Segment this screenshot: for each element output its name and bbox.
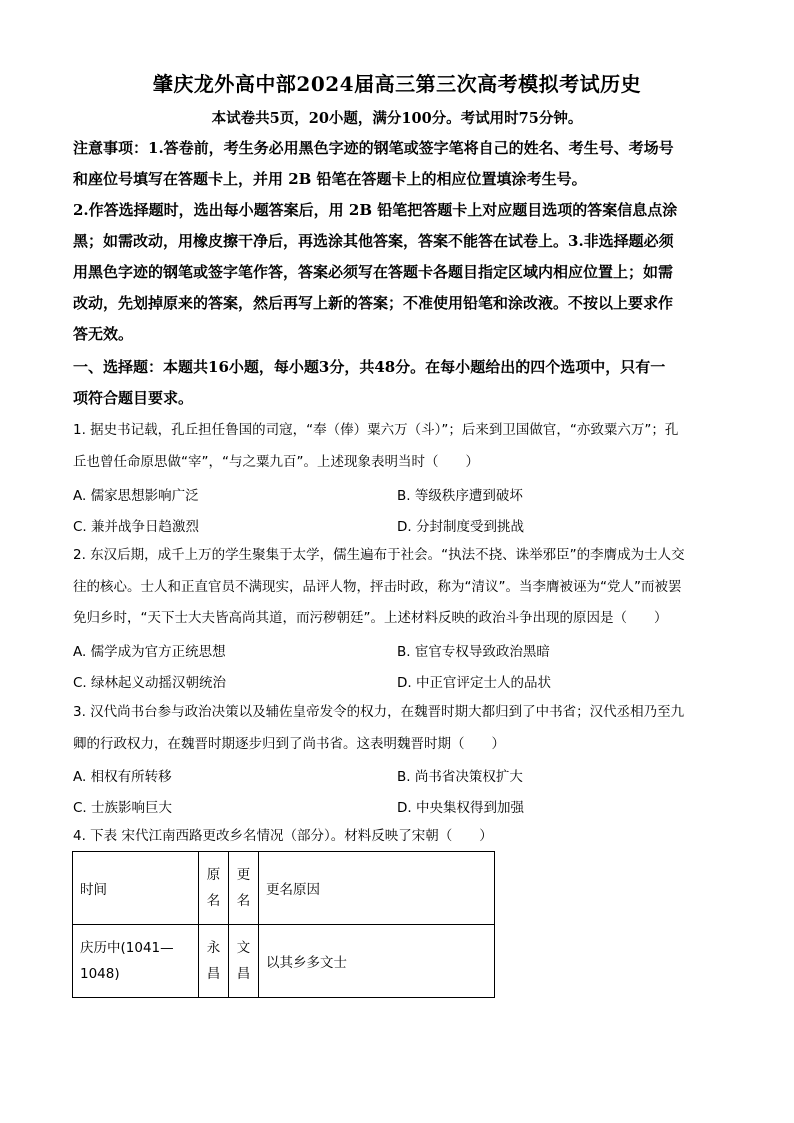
notice-block bbox=[73, 133, 723, 350]
question-line: 1. 据史书记载，孔丘担任鲁国的司寇，“奉（俸）粟六万（斗）”；后来到卫国做官，“亦致粟六万”；孔 bbox=[73, 422, 679, 438]
cell-time-line2: 1048) bbox=[80, 966, 120, 982]
option-b[interactable]: B. 等级秩序遭到破坏 bbox=[397, 488, 523, 504]
page-title: 肇庆龙外高中部2024届高三第三次高考模拟考试历史 bbox=[152, 72, 642, 96]
question-line: 2. 东汉后期，成千上万的学生聚集于太学，儒生遍布于社会。“执法不挠、诛举邪臣”的李膺成为士人交 bbox=[73, 547, 685, 563]
option-c[interactable]: C. 兼并战争日趋激烈 bbox=[73, 519, 200, 535]
option-a[interactable]: A. 儒家思想影响广泛 bbox=[73, 488, 199, 504]
option-b[interactable]: B. 宦官专权导致政治黑暗 bbox=[397, 644, 550, 660]
exam-info: 本试卷共5页，20小题，满分100分。考试用时75分钟。 bbox=[211, 110, 583, 127]
question-line: 卿的行政权力，在魏晋时期逐步归到了尚书省。这表明魏晋时期（ ） bbox=[73, 735, 505, 752]
section-line: 一、选择题：本题共16小题，每小题3分，共48分。在每小题给出的四个选项中，只有一 bbox=[73, 358, 666, 376]
cell-time bbox=[73, 925, 199, 998]
option-a[interactable]: A. 相权有所转移 bbox=[73, 769, 172, 785]
header-time: 时间 bbox=[73, 852, 199, 925]
notice-line: 用黑色字迹的钢笔或签字笔作答，答案必须写在答题卡各题目指定区域内相应位置上；如需 bbox=[73, 263, 674, 281]
option-d[interactable]: D. 中正官评定士人的品状 bbox=[397, 675, 551, 691]
option-a[interactable]: A. 儒学成为官方正统思想 bbox=[73, 644, 226, 660]
question-line: 往的核心。士人和正直官员不满现实，品评人物，抨击时政，称为“清议”。当李膺被诬为“党人”而被罢 bbox=[73, 578, 682, 595]
notice-line: 黑；如需改动，用橡皮擦干净后，再选涂其他答案，答案不能答在试卷上。3.非选择题必须 bbox=[73, 232, 674, 250]
cell-time-line1: 庆历中(1041— bbox=[80, 940, 174, 956]
option-d[interactable]: D. 中央集权得到加强 bbox=[397, 800, 524, 816]
question-2-stem bbox=[73, 540, 723, 635]
header-orig-text: 原 名 bbox=[206, 867, 221, 909]
question-line: 丘也曾任命原思做“宰”，“与之粟九百”。上述现象表明当时（ ） bbox=[73, 453, 479, 470]
cell-reason: 以其乡多文士 bbox=[259, 925, 495, 998]
option-c[interactable]: C. 士族影响巨大 bbox=[73, 800, 173, 816]
option-d[interactable]: D. 分封制度受到挑战 bbox=[397, 519, 524, 535]
question-line: 4. 下表 宋代江南西路更改乡名情况（部分）。材料反映了宋朝（ ） bbox=[73, 828, 493, 844]
question-line: 免归乡时，“天下士大夫皆高尚其道，而污秽朝廷”。上述材料反映的政治斗争出现的原因是（ ） bbox=[73, 610, 668, 626]
section-line: 项符合题目要求。 bbox=[73, 389, 194, 407]
table-header-row bbox=[73, 852, 495, 925]
header-new bbox=[229, 852, 259, 925]
header-new-text: 更 名 bbox=[236, 867, 251, 909]
header-orig bbox=[199, 852, 229, 925]
cell-orig bbox=[199, 925, 229, 998]
option-b[interactable]: B. 尚书省决策权扩大 bbox=[397, 769, 523, 785]
question-3-stem bbox=[73, 697, 723, 760]
question-4-stem bbox=[73, 821, 723, 853]
option-c[interactable]: C. 绿林起义动摇汉朝统治 bbox=[73, 675, 227, 691]
notice-line: 和座位号填写在答题卡上，并用 2B 铅笔在答题卡上的相应位置填涂考生号。 bbox=[73, 170, 587, 188]
rename-table bbox=[72, 851, 495, 998]
notice-line: 改动，先划掉原来的答案，然后再写上新的答案；不准使用铅笔和涂改液。不按以上要求作 bbox=[73, 294, 674, 312]
section-heading bbox=[73, 352, 723, 414]
cell-orig-text: 永 昌 bbox=[206, 940, 221, 982]
cell-new bbox=[229, 925, 259, 998]
notice-line: 答无效。 bbox=[73, 325, 134, 343]
table-row bbox=[73, 925, 495, 998]
question-line: 3. 汉代尚书台参与政治决策以及辅佐皇帝发令的权力，在魏晋时期大都归到了中书省；汉代丞相乃至九 bbox=[73, 704, 685, 720]
header-reason: 更名原因 bbox=[259, 852, 495, 925]
notice-line: 2.作答选择题时，选出每小题答案后，用 2B 铅笔把答题卡上对应题目选项的答案信息点涂 bbox=[73, 201, 678, 219]
question-1-stem bbox=[73, 415, 723, 478]
notice-line: 注意事项：1.答卷前，考生务必用黑色字迹的钢笔或签字笔将自己的姓名、考生号、考场号 bbox=[73, 139, 674, 157]
cell-new-text: 文 昌 bbox=[236, 940, 251, 982]
